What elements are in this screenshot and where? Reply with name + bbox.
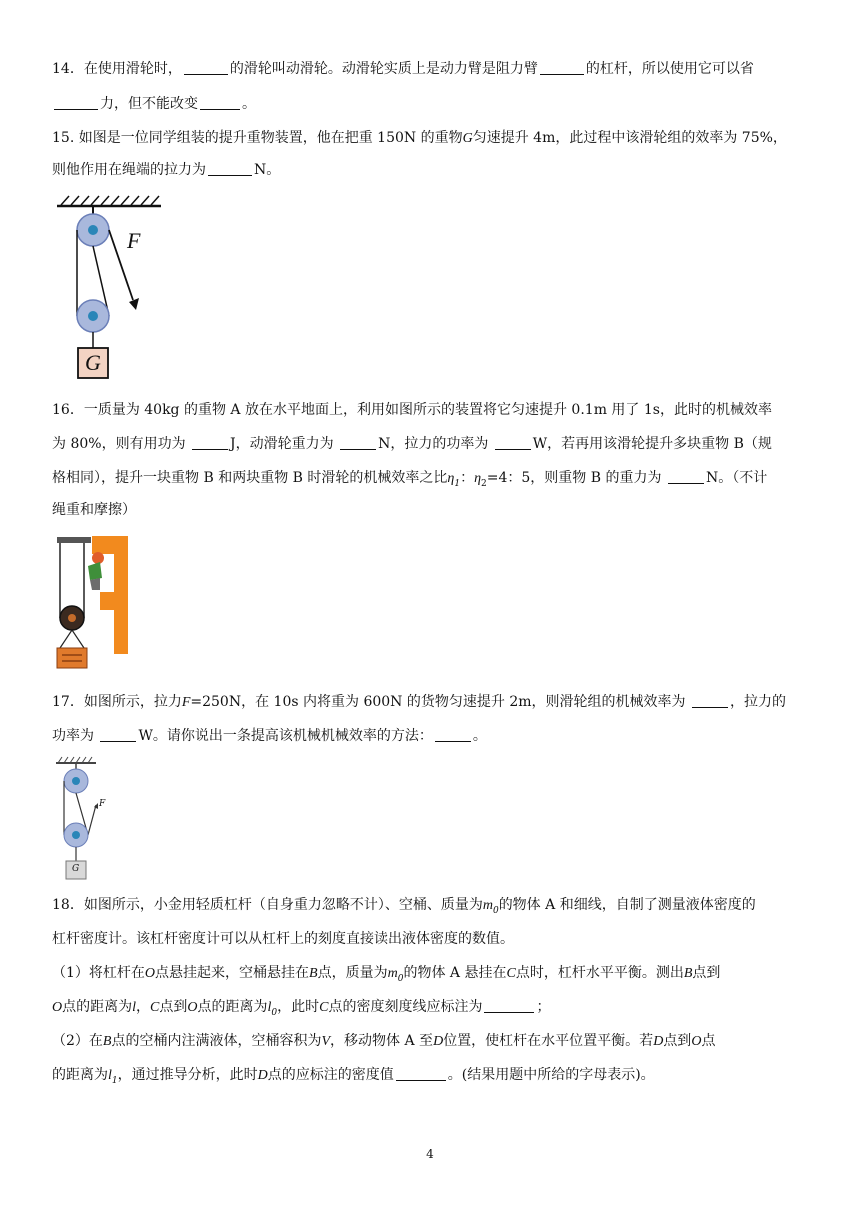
answer-blank[interactable]: [54, 95, 98, 110]
text: 16．一质量为 40kg 的重物 A 放在水平地面上，利用如图所示的装置将它匀速提升 0.1m 用了 1s，此时的机械效率: [52, 402, 772, 418]
symbol: V: [321, 1034, 331, 1049]
answer-blank[interactable]: [484, 998, 534, 1013]
symbol: B: [309, 966, 318, 981]
answer-blank[interactable]: [668, 469, 704, 484]
answer-blank[interactable]: [396, 1066, 446, 1081]
q18-line3: [52, 963, 720, 989]
symbol: l: [267, 1000, 272, 1015]
weight-label: G: [72, 864, 80, 874]
text: 17．如图所示，拉力: [52, 694, 182, 710]
subscript: 1: [454, 478, 461, 489]
answer-blank[interactable]: [340, 435, 376, 450]
text: 则他作用在绳端的拉力为: [52, 162, 206, 178]
text: 的滑轮叫动滑轮。动滑轮实质上是动力臂是阻力臂: [229, 61, 538, 77]
symbol: O: [52, 1000, 63, 1015]
text: ；: [536, 999, 551, 1015]
text: 点，质量为: [317, 965, 388, 981]
symbol: m: [482, 898, 493, 913]
text: 点的密度刻度线应标注为: [328, 999, 483, 1015]
symbol: η: [474, 471, 482, 486]
q18-line4: [52, 997, 550, 1023]
text: 点悬挂起来，空桶悬挂在: [155, 965, 310, 981]
q18-line1: [52, 895, 756, 921]
symbol: D: [653, 1034, 664, 1049]
symbol: C: [150, 1000, 160, 1015]
text: ，此时: [277, 999, 320, 1015]
text: N，拉力的功率为: [378, 436, 493, 452]
text: 的物体 A 悬挂在: [403, 965, 507, 981]
text: 点的应标注的密度值: [267, 1067, 394, 1083]
text: （1）将杠杆在: [52, 965, 145, 981]
answer-blank[interactable]: [692, 693, 728, 708]
answer-blank[interactable]: [540, 60, 584, 75]
subscript: 0: [492, 905, 499, 916]
page-number: 4: [426, 1147, 434, 1161]
symbol: O: [144, 966, 156, 981]
q16-line2: [52, 434, 772, 454]
symbol: F: [181, 695, 191, 710]
subscript: 2: [481, 478, 487, 489]
text: N。: [254, 162, 281, 178]
text: 点到: [663, 1033, 692, 1049]
text: 。(结果用题中所给的字母表示)。: [447, 1067, 655, 1083]
q16-line3: [52, 468, 767, 494]
symbol: m: [387, 966, 398, 981]
symbol: C: [319, 1000, 329, 1015]
answer-blank[interactable]: [184, 60, 228, 75]
q17-pulley-figure: [54, 755, 114, 881]
text: 点的距离为: [62, 999, 133, 1015]
answer-blank[interactable]: [208, 161, 252, 176]
q16-line4: [52, 500, 136, 520]
text: ：: [460, 470, 475, 486]
text: 点到: [692, 965, 721, 981]
answer-blank[interactable]: [495, 435, 531, 450]
q14-line2: [52, 94, 256, 114]
force-label: F: [99, 799, 106, 809]
text: 。: [472, 728, 487, 744]
text: （2）在: [52, 1033, 103, 1049]
q17-line1: [52, 692, 786, 713]
answer-blank[interactable]: [100, 727, 136, 742]
q18-line2: [52, 929, 514, 949]
q15-pulley-figure: [55, 192, 165, 382]
text: 位置，使杠杆在水平位置平衡。若: [443, 1033, 654, 1049]
q18-line6: [52, 1065, 655, 1091]
text: 绳重和摩擦）: [52, 502, 136, 518]
text: 的物体 A 和细线，自制了测量液体密度的: [498, 897, 756, 913]
text: 点: [701, 1033, 716, 1049]
q15-line2: [52, 160, 280, 180]
text: W，若再用该滑轮提升多块重物 B（规: [532, 436, 772, 452]
text: ，移动物体 A 至: [330, 1033, 434, 1049]
text: J，动滑轮重力为: [230, 436, 339, 452]
text: W。请你说出一条提高该机械机械效率的方法：: [138, 728, 433, 744]
symbol: B: [102, 1034, 112, 1049]
answer-blank[interactable]: [200, 95, 240, 110]
answer-blank[interactable]: [192, 435, 228, 450]
text: 功率为: [52, 728, 99, 744]
text: =250N，在 10s 内将重为 600N 的货物匀速提升 2m，则滑轮组的机械效率为: [190, 694, 690, 710]
force-label: F: [127, 228, 141, 253]
worker-pulley-diagram: [54, 534, 134, 670]
q16-line1: [52, 400, 772, 420]
subscript: 0: [271, 1007, 278, 1018]
text: 杠杆密度计。该杠杆密度计可以从杠杆上的刻度直接读出液体密度的数值。: [52, 931, 514, 947]
symbol: l: [108, 1068, 112, 1083]
weight-label: G: [85, 350, 101, 375]
symbol: C: [506, 966, 516, 981]
text: 18．如图所示，小金用轻质杠杆（自身重力忽略不计）、空桶、质量为: [52, 897, 483, 913]
text: ，通过推导分析，此时: [117, 1067, 258, 1083]
symbol: O: [187, 1000, 198, 1015]
symbol: O: [691, 1034, 702, 1049]
answer-blank[interactable]: [435, 727, 471, 742]
text: 。: [242, 96, 256, 112]
pulley-diagram: [54, 755, 114, 881]
text: 的距离为: [52, 1067, 108, 1083]
text: 为 80%，则有用功为: [52, 436, 191, 452]
text: ，: [136, 999, 151, 1015]
text: 点时，杠杆水平平衡。测出: [515, 965, 684, 981]
text: 点到: [159, 999, 188, 1015]
q14-line1: [52, 59, 754, 79]
pulley-diagram: [55, 192, 165, 382]
symbol: G: [462, 131, 473, 146]
text: 格相同），提升一块重物 B 和两块重物 B 时滑轮的机械效率之比: [52, 470, 448, 486]
symbol: l: [132, 1000, 137, 1015]
symbol: D: [433, 1034, 444, 1049]
text: 点的距离为: [197, 999, 268, 1015]
text: =4：5，则重物 B 的重力为: [486, 470, 666, 486]
text: N。（不计: [705, 470, 768, 486]
text: 14．在使用滑轮时，: [52, 61, 182, 77]
q15-line1: [52, 128, 787, 149]
text: 15. 如图是一位同学组装的提升重物装置，他在把重 150N 的重物: [52, 130, 463, 146]
text: 力，但不能改变: [100, 96, 198, 112]
q16-pulley-figure: [54, 534, 134, 670]
text: 的杠杆，所以使用它可以省: [585, 61, 754, 77]
text: 匀速提升 4m，此过程中该滑轮组的效率为 75%，: [472, 130, 787, 146]
subscript: 1: [111, 1075, 118, 1086]
text: ，拉力的: [729, 694, 786, 710]
subscript: 0: [397, 973, 404, 984]
symbol: D: [257, 1068, 268, 1083]
q18-line5: [52, 1031, 715, 1052]
symbol: B: [683, 966, 693, 981]
text: 点的空桶内注满液体，空桶容积为: [111, 1033, 322, 1049]
symbol: η: [447, 471, 455, 486]
q17-line2: [52, 726, 487, 746]
